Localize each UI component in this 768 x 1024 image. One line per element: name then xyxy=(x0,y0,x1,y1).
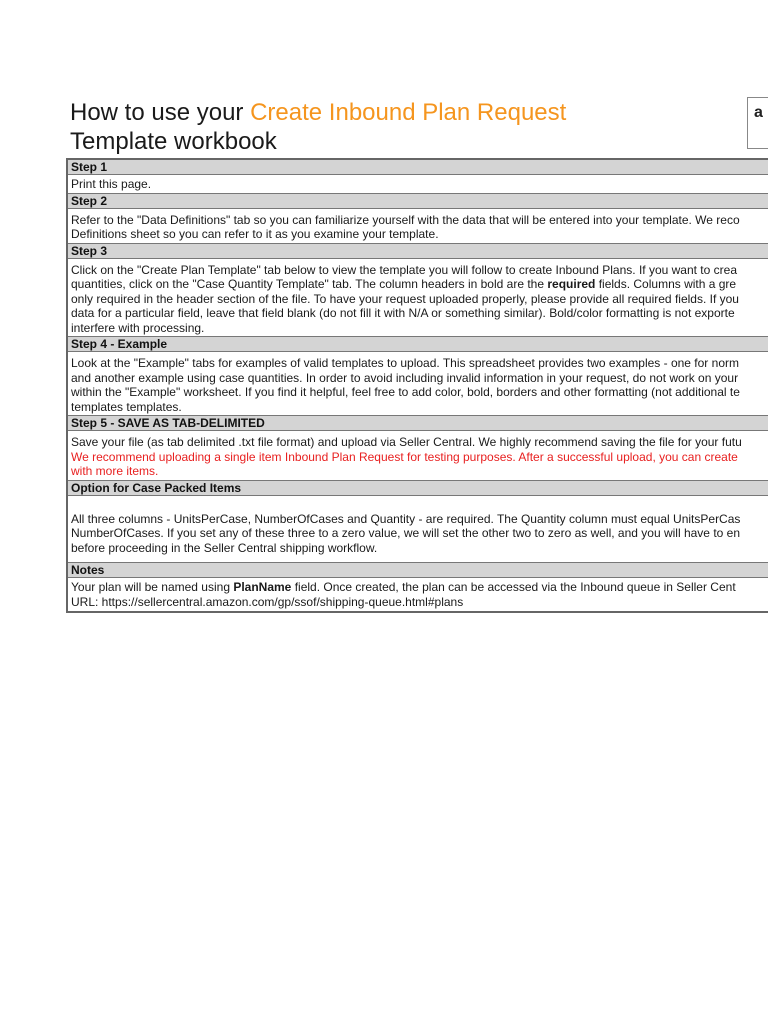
step-4-line: Look at the "Example" tabs for examples of valid templates to upload. This spreadsheet provides two examples - one for norm xyxy=(71,356,739,370)
title-line-1 xyxy=(70,98,566,127)
case-packed-line: NumberOfCases. If you set any of these three to a zero value, we will set the other two to zero as well, and you will have to en xyxy=(71,526,741,540)
instructions-table xyxy=(66,158,768,613)
case-packed-line: All three columns - UnitsPerCase, NumberOfCases and Quantity - are required. The Quantity column must equal UnitsPerCas xyxy=(71,511,741,526)
step-4-section xyxy=(68,337,768,416)
logo-text: a xyxy=(754,104,763,121)
step-3-line xyxy=(71,277,768,292)
step-5-header: Step 5 - SAVE AS TAB-DELIMITED xyxy=(68,416,768,431)
notes-header: Notes xyxy=(68,563,768,578)
blank-row xyxy=(71,555,768,561)
step-3-line: only required in the header section of the file. To have your request uploaded properly, please provide all required fields. If you xyxy=(71,291,739,306)
case-packed-section xyxy=(68,481,768,564)
step-1-header: Step 1 xyxy=(68,160,768,175)
planname-label: PlanName xyxy=(233,580,292,594)
step-5-section xyxy=(68,416,768,481)
blank-row xyxy=(71,498,768,512)
step-2-section xyxy=(68,194,768,244)
step-1-section xyxy=(68,160,768,194)
step-3-body xyxy=(68,259,768,337)
step-5-body xyxy=(68,431,768,480)
step-2-line: Definitions sheet so you can refer to it as you examine your template. xyxy=(71,227,439,241)
title-accent: Create Inbound Plan Request xyxy=(250,99,567,126)
case-packed-header: Option for Case Packed Items xyxy=(68,481,768,496)
notes-line xyxy=(71,580,768,595)
step-4-line: templates templates. xyxy=(71,399,182,414)
step-2-header: Step 2 xyxy=(68,194,768,209)
step-5-line: Save your file (as tab delimited .txt file format) and upload via Seller Central. We highly recommend saving the file for your futu xyxy=(71,435,742,449)
step-4-line: and another example using case quantities. In order to avoid including invalid information in your request, do not work on your xyxy=(71,370,739,385)
notes-line1-pre: Your plan will be named using xyxy=(71,580,234,594)
amazon-logo xyxy=(747,97,768,149)
step-1-text: Print this page. xyxy=(71,177,152,191)
step-3-header: Step 3 xyxy=(68,244,768,259)
step-3-section xyxy=(68,244,768,338)
page-title xyxy=(70,98,566,156)
step-4-body xyxy=(68,352,768,415)
step-3-line: data for a particular field, leave that field blank (do not fill it with N/A or something similar). Bold/color formatting is not exporte xyxy=(71,306,735,320)
notes-section xyxy=(68,563,768,611)
case-packed-line: before proceeding in the Seller Central shipping workflow. xyxy=(71,540,378,555)
case-packed-body xyxy=(68,496,768,563)
notes-body xyxy=(68,578,768,611)
step-2-line: Refer to the "Data Definitions" tab so you can familiarize yourself with the data that will be entered into your template. We reco xyxy=(71,212,740,227)
step-4-header: Step 4 - Example xyxy=(68,337,768,352)
notes-line1-post: field. Once created, the plan can be accessed via the Inbound queue in Seller Cent xyxy=(291,580,736,594)
step-3-line2-post: fields. Columns with a gre xyxy=(595,277,737,291)
step-3-line: interfere with processing. xyxy=(71,320,205,335)
step-5-warning-line: with more items. xyxy=(71,464,159,478)
step-4-line: within the "Example" worksheet. If you find it helpful, feel free to add color, bold, borders and other formatting (not additional te xyxy=(71,385,740,399)
step-5-warning-line: We recommend uploading a single item Inbound Plan Request for testing purposes. After a successful upload, you can create xyxy=(71,449,738,464)
title-line-2: Template workbook xyxy=(70,128,277,155)
step-3-line: Click on the "Create Plan Template" tab below to view the template you will follow to create Inbound Plans. If you want to crea xyxy=(71,262,737,277)
step-1-body xyxy=(68,175,768,193)
notes-url-line: URL: https://sellercentral.amazon.com/gp/ssof/shipping-queue.html#plans xyxy=(71,594,464,609)
step-3-line2-pre: quantities, click on the "Case Quantity Template" tab. The column headers in bold are the xyxy=(71,277,548,291)
step-2-body xyxy=(68,209,768,243)
title-prefix: How to use your xyxy=(70,99,251,126)
required-label: required xyxy=(547,277,596,291)
